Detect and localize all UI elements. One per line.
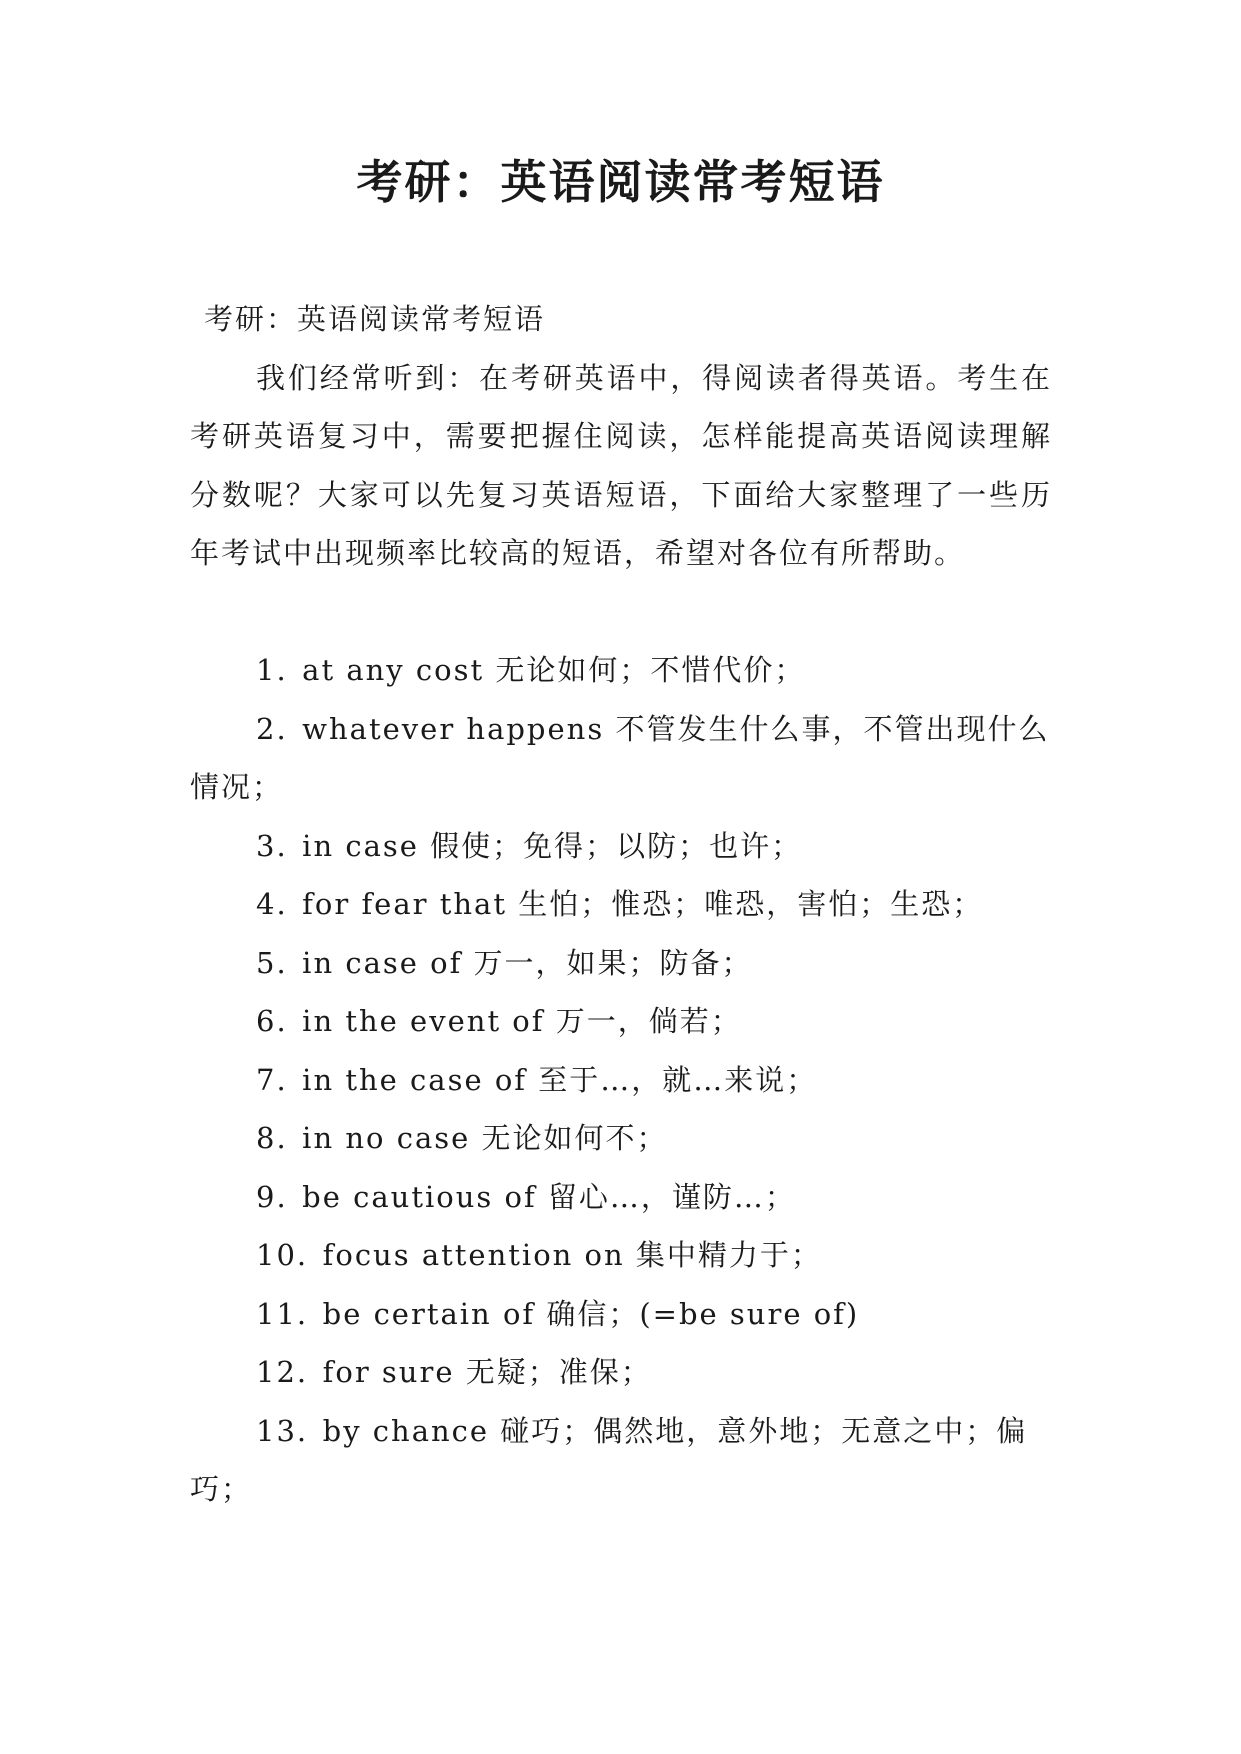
phrase-number: 2.	[256, 711, 288, 746]
phrase-text: focus attention on 集中精力于；	[322, 1238, 822, 1272]
phrase-item	[190, 1168, 1052, 1227]
phrase-text: at any cost 无论如何；不惜代价；	[302, 653, 806, 687]
document-body	[190, 290, 1052, 1519]
phrase-number: 9.	[256, 1179, 288, 1214]
phrase-item	[190, 992, 1052, 1051]
phrase-text: be certain of 确信；(=be sure of)	[322, 1296, 860, 1331]
phrase-item	[190, 1226, 1052, 1285]
phrase-number: 4.	[256, 887, 288, 921]
phrase-text: in case of 万一，如果；防备；	[302, 945, 753, 980]
phrase-text: in no case 无论如何不；	[302, 1121, 668, 1155]
phrase-item	[190, 1402, 1052, 1519]
phrase-number: 12.	[256, 1355, 309, 1389]
phrase-text: be cautious of 留心…，谨防…；	[302, 1179, 796, 1214]
phrase-number: 10.	[256, 1238, 309, 1272]
phrase-item	[190, 1109, 1052, 1168]
paragraph-spacer	[190, 583, 1052, 642]
phrase-number: 11.	[256, 1296, 309, 1331]
phrase-text: for fear that 生怕；惟恐；唯恐，害怕；生恐；	[302, 887, 984, 921]
phrase-item	[190, 1343, 1052, 1402]
phrase-number: 6.	[256, 1004, 288, 1038]
phrase-item	[190, 1051, 1052, 1110]
phrase-text: whatever happens 不管发生什么事，不管出现什么情况；	[190, 711, 1050, 804]
phrase-item	[190, 817, 1052, 876]
phrase-number: 3.	[256, 828, 288, 863]
phrase-text: by chance 碰巧；偶然地，意外地；无意之中；偏巧；	[190, 1413, 1028, 1506]
phrase-text: for sure 无疑；准保；	[322, 1355, 652, 1389]
phrase-number: 13.	[256, 1413, 309, 1448]
phrase-item	[190, 934, 1052, 993]
phrase-list	[190, 641, 1052, 1519]
phrase-number: 8.	[256, 1121, 288, 1155]
phrase-item	[190, 641, 1052, 700]
document-title: 考研：英语阅读常考短语	[356, 155, 885, 209]
phrase-text: in the case of 至于…，就…来说；	[302, 1062, 818, 1097]
phrase-number: 5.	[256, 945, 288, 980]
phrase-item	[190, 875, 1052, 934]
phrase-item	[190, 1285, 1052, 1344]
phrase-number: 1.	[256, 653, 288, 687]
phrase-text: in case 假使；免得；以防；也许；	[302, 828, 803, 863]
phrase-text: in the event of 万一，倘若；	[302, 1004, 742, 1038]
document-subtitle: 考研：英语阅读常考短语	[204, 302, 546, 336]
phrase-number: 7.	[256, 1062, 288, 1097]
intro-paragraph: 我们经常听到：在考研英语中，得阅读者得英语。考生在考研英语复习中，需要把握住阅读，怎样能提高英语阅读理解分数呢？大家可以先复习英语短语，下面给大家整理了一些历年考试中出现频率比较高的短语，希望对各位有所帮助。	[190, 360, 1052, 570]
phrase-item	[190, 700, 1052, 817]
